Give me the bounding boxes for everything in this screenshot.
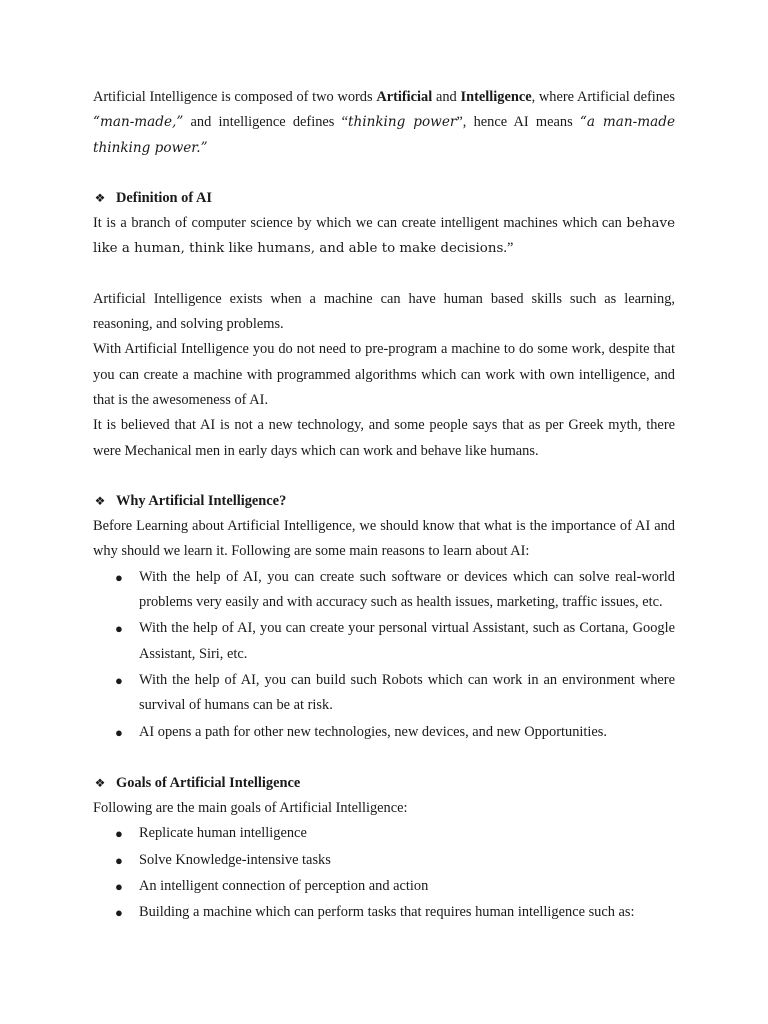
why-list [93, 565, 675, 745]
bullet-dot-icon: ● [115, 672, 123, 688]
definition-text-a: It is a branch of computer science by which we can create intelligent machines which can [93, 215, 627, 232]
bullet-dot-icon: ● [115, 569, 123, 585]
list-item [93, 821, 675, 846]
why-intro: Before Learning about Artificial Intelligence, we should know that what is the importance of AI and why should we learn it. Following are some main reasons to learn about AI: [93, 518, 675, 560]
bullet-dot-icon: ● [115, 879, 123, 895]
list-item [93, 848, 675, 873]
definition-paragraph-4: It is believed that AI is not a new technology, and some people says that as per Greek myth, there were Mechanical men in early days which can work and behave like humans. [93, 417, 675, 459]
list-item-text: With the help of AI, you can create such software or devices which can solve real-world problems very easily and with accuracy such as health issues, marketing, traffic issues, etc. [139, 568, 675, 611]
goals-heading [93, 771, 675, 796]
list-item [93, 874, 675, 899]
list-item-text: AI opens a path for other new technologies, new devices, and new Opportunities. [139, 723, 607, 740]
goals-list [93, 821, 675, 925]
list-item [93, 616, 675, 667]
definition-paragraph-3: With Artificial Intelligence you do not need to pre-program a machine to do some work, despite that you can create a machine with programmed algorithms which can work with own intelligence, and that is the awesomeness of AI. [93, 341, 675, 408]
list-item-text: An intelligent connection of perception and action [139, 878, 429, 895]
list-item-text: With the help of AI, you can create your personal virtual Assistant, such as Cortana, Google Assistant, Siri, etc. [139, 620, 675, 662]
definition-paragraph-2: Artificial Intelligence exists when a machine can have human based skills such as learning, reasoning, and solving problems. [93, 290, 675, 333]
bullet-dot-icon: ● [115, 905, 123, 921]
list-item-text: Solve Knowledge-intensive tasks [139, 851, 331, 868]
list-item-text: Replicate human intelligence [139, 825, 307, 842]
quote-man-made: “man-made,” [93, 114, 184, 131]
intro-text-1: Artificial Intelligence is composed of two words [93, 89, 377, 105]
bullet-dot-icon: ● [115, 852, 123, 868]
why-heading-text: Why Artificial Intelligence? [116, 492, 287, 509]
bullet-dot-icon: ● [115, 724, 123, 740]
quote-ai-meaning: “a man-made thinking power.” [93, 114, 675, 156]
term-intelligence: Intelligence [460, 89, 532, 105]
goals-intro: Following are the main goals of Artificial Intelligence: [93, 800, 408, 817]
definition-text-b: behave like a human, think like humans, and able to make decisions [93, 216, 675, 257]
intro-text-5: ”, hence AI means [456, 114, 580, 131]
definition-text-c: .” [503, 240, 514, 257]
quote-thinking-power: thinking power [348, 114, 457, 131]
list-item [93, 565, 675, 616]
four-diamond-icon: ❖ [94, 190, 106, 205]
goals-heading-text: Goals of Artificial Intelligence [116, 774, 301, 791]
list-item [93, 668, 675, 719]
four-diamond-icon: ❖ [94, 775, 106, 790]
intro-text-3: , where Artificial defines [531, 89, 675, 105]
why-heading [93, 489, 675, 514]
list-item [93, 720, 675, 745]
bullet-dot-icon: ● [115, 826, 123, 842]
four-diamond-icon: ❖ [94, 493, 106, 508]
definition-paragraph-1 [93, 211, 675, 262]
list-item-text: Building a machine which can perform tasks that requires human intelligence such as: [139, 904, 635, 921]
intro-paragraph [93, 85, 675, 161]
term-artificial: Artificial [376, 89, 433, 105]
intro-text-2: and [432, 89, 461, 105]
list-item-text: With the help of AI, you can build such Robots which can work in an environment where survival of humans can be at risk. [139, 671, 675, 714]
list-item [93, 900, 675, 925]
intro-text-4: and intelligence defines “ [183, 114, 348, 131]
definition-heading-text: Definition of AI [116, 189, 212, 206]
bullet-dot-icon: ● [115, 621, 123, 637]
document-page [93, 85, 675, 927]
definition-heading [93, 186, 675, 211]
